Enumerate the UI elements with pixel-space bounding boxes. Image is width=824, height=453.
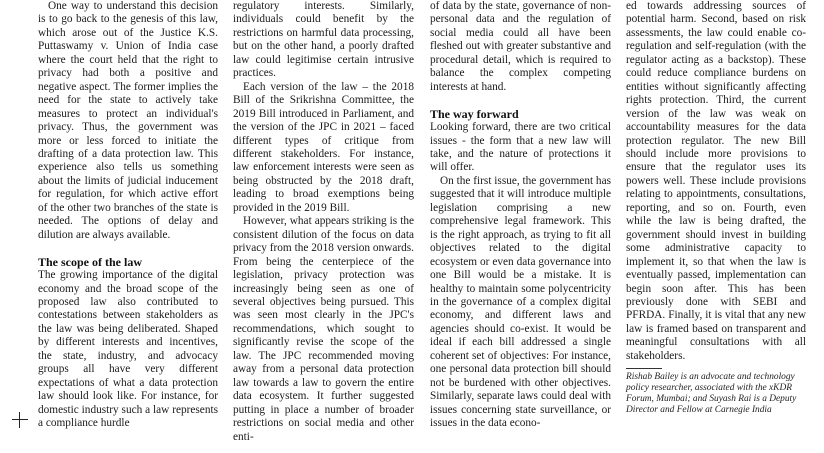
paragraph-regulatory-interests: regulatory interests. Similarly, individuals could benefit by the restrictions on harmful data processing, but on the other hand, a poorly drafted law could legitimise certain intrusive practices. [233, 0, 414, 80]
paragraph-dilution: However, what appears striking is the consistent dilution of the focus on data privacy from the 2018 version onwards. From being the centerpiece of the legislation, privacy protection was increasingly being seen as one of several objectives being pursued. This was seen most clearly in the JPC's recommendations, which sought to significantly revise the scope of the law. The JPC recommended moving away from a personal data protection law towards a law to govern the entire data ecosystem. It further suggested putting in place a number of broader restrictions on social media and other enti- [233, 215, 414, 443]
paragraph-first-issue: On the first issue, the government has suggested that it will introduce multiple legislation comprising a new comprehensive legal framework. This is the right approach, as trying to fit all objectives related to the digital ecosystem or even data governance into one Bill would be a mistake. It is healthy to maintain some polycentricity in the governance of a complex digital economy, and different laws and agencies should co-exist. It would be ideal if each bill addressed a single coherent set of objectives: For instance, one personal data protection bill should not be burdened with other objectives. Similarly, separate laws could deal with issues concerning state surveillance, or issues in the data econo- [430, 174, 611, 430]
spacer [38, 242, 218, 255]
paragraph-critical-issues: Looking forward, there are two critical issues - the form that a new law will take, and the nature of protections it will offer. [430, 121, 611, 174]
paragraph-risk-assessments: ed towards addressing sources of potential harm. Second, based on risk assessments, the law could enable co-regulation and self-regulation (with the regulator acting as a backstop). These could reduce compliance burdens on entities without significantly affecting rights protection. Third, the current version of the law was weak on accountability measures for the data protection regulator. The new Bill should include more provisions to ensure that the regulator uses its powers well. These include provisions relating to appointments, consultations, reporting, and so on. Fourth, even while the law is being drafted, the government should invest in building some administrative capacity to implement it, so that when the law is eventually passed, implementation can begin soon after. This has been previously done with SEBI and PFRDA. Finally, it is vital that any new law is framed based on transparent and meaningful consultations with all stakeholders. [626, 0, 806, 362]
bio-divider [626, 368, 662, 369]
crosshair-cursor-icon [12, 412, 28, 428]
article-column-1 [38, 0, 218, 430]
author-bio: Rishab Bailey is an advocate and technology policy researcher, associated with the xKDR Forum, Mumbai; and Suyash Rai is a Deputy Director and Fellow at Carnegie India [626, 372, 797, 416]
paragraph-versions: Each version of the law – the 2018 Bill of the Srikrishna Committee, the 2019 Bill introduced in Parliament, and the version of the JPC in 2021 – faced different types of critique from different stakeholders. For instance, law enforcement interests were seen as being obstructed by the 2018 draft, leading to broad exemptions being provided in the 2019 Bill. [233, 80, 414, 214]
paragraph-scope: The growing importance of the digital economy and the broad scope of the proposed law also contributed to contestations between stakeholders as the law was being deliberated. Shaped by different interests and incentives, the state, industry, and advocacy groups all have very different expectations of what a data protection law should look like. For instance, for domestic industry such a law represents a compliance hurdle [38, 269, 218, 430]
page-edge-fade [810, 0, 824, 453]
section-heading-way-forward: The way forward [430, 106, 519, 121]
article-column-3 [430, 0, 611, 430]
section-heading-scope: The scope of the law [38, 254, 142, 269]
article-column-2 [233, 0, 414, 444]
spacer [430, 94, 611, 107]
article-column-4 [626, 0, 806, 416]
paragraph-genesis: One way to understand this decision is to go back to the genesis of this law, which arose out of the Justice K.S. Puttaswamy v. Union of India case where the court held that the right to privacy had both a positive and negative aspect. The former implies the need for the state to actively take measures to protect an individual's privacy. Thus, the government was more or less forced to initiate the drafting of a data protection law. This experience also tells us something about the limits of judicial inducement for regulation, for which active effort of the other two branches of the state is needed. The options of delay and dilution are always available. [38, 0, 218, 241]
paragraph-state-data: of data by the state, governance of non-personal data and the regulation of social media could all have been fleshed out with greater substantive and procedural detail, which is required to balance the complex competing interests at hand. [430, 0, 611, 93]
